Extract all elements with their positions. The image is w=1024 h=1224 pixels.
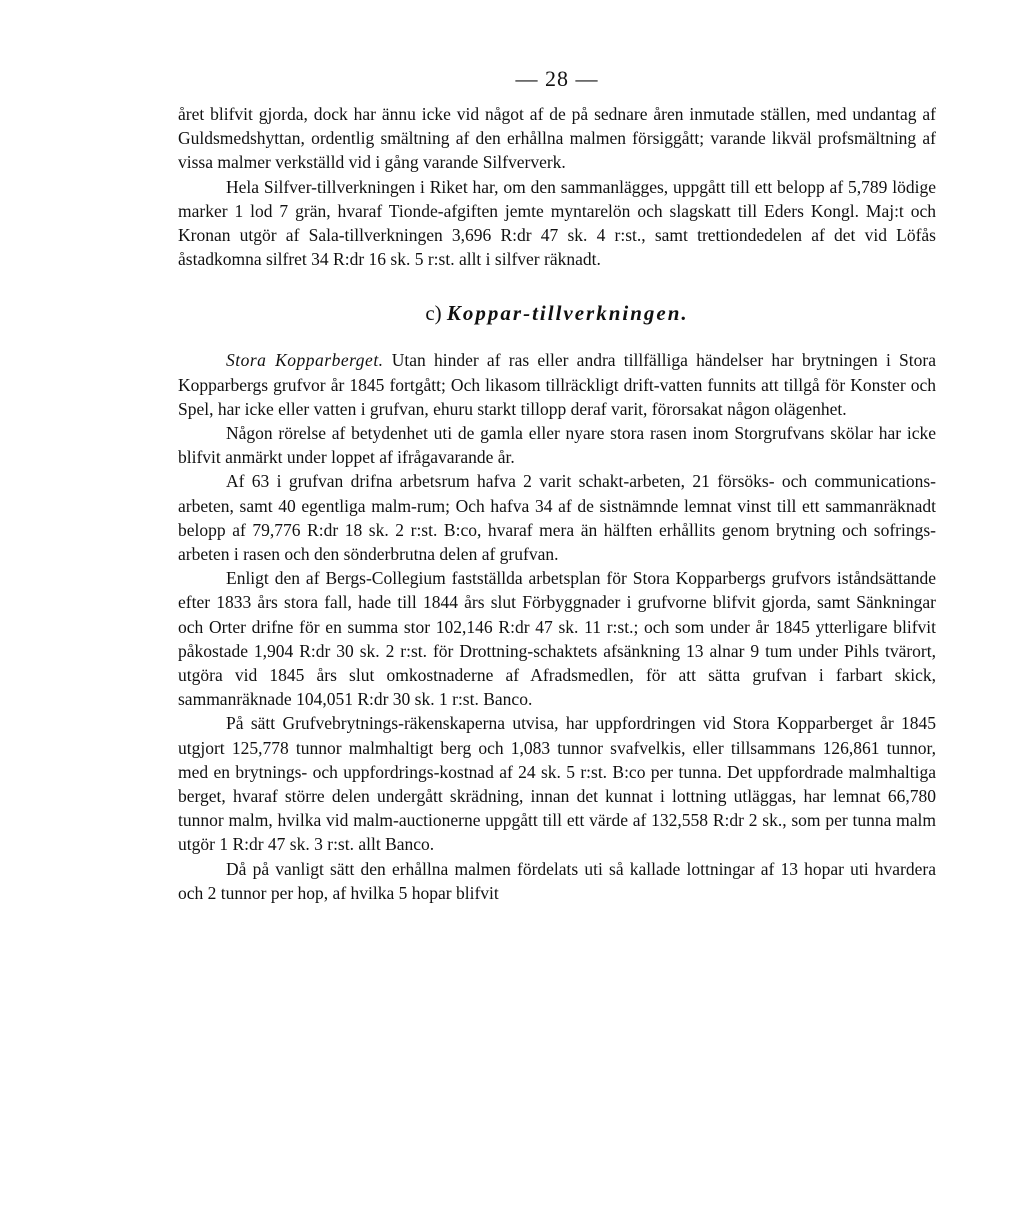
paragraph-section-1 [178,348,936,421]
paragraph-text: Utan hinder af ras eller andra tillfälliga händelser har brytningen i Stora Kopparbergs grufvor år 1845 fortgått; Och likasom tillräckligt drift-vatten funnits att tillgå för Konster och Spel, har icke eller vatten i grufvan, ehuru starkt tillopp deraf varit, förorsakat någon olägenhet. [178,350,936,419]
intro-block [178,102,936,271]
paragraph-intro-1: året blifvit gjorda, dock har ännu icke vid något af de på sednare åren inmutade ställen, med undantag af Guldsmedshyttan, ordentlig smältning af den erhållna malmen försiggått; varande likväl profsmältning af vissa malmer verkställd vid i gång varande Silfververk. [178,104,936,173]
section-heading [178,301,936,326]
paragraph-lead: Stora Kopparberget. [226,350,384,371]
document-page [178,66,936,905]
section-body [178,348,936,905]
paragraph-intro-2: Hela Silfver-tillverkningen i Riket har, om den sammanlägges, uppgått till ett belopp af 5,789 lödige marker 1 lod 7 grän, hvaraf Tionde-afgiften jemte myntarelön och slagskatt till Eders Kongl. Maj:t och Kronan utgör af Sala-tillverkningen 3,696 R:dr 47 sk. 4 r:st., samt trettiondedelen af det vid Löfås åstadkomna silfret 34 R:dr 16 sk. 5 r:st. allt i silfver räknadt. [178,176,936,270]
paragraph-section-4: Enligt den af Bergs-Collegium fastställda arbetsplan för Stora Kopparbergs grufvors iståndsättande efter 1833 års stora fall, hade till 1844 års slut Förbyggnader i grufvorne blifvit gjorda, samt Sänkningar och Orter drifne för en summa stor 102,146 R:dr 47 sk. 11 r:st.; och som under år 1845 ytterligare blifvit påkostade 1,904 R:dr 30 sk. 2 r:st. för Drottning-schaktets afsänkning 13 alnar 9 tum under Pihls tvärort, utgöra vid 1845 års slut omkostnaderne af Afradsmedlen, för att sätta grufvan i farbart skick, sammanräknade 104,051 R:dr 30 sk. 1 r:st. Banco. [178,568,936,710]
section-title: Koppar-tillverkningen. [446,301,689,326]
paragraph-section-5: På sätt Grufvebrytnings-räkenskaperna utvisa, har uppfordringen vid Stora Kopparberget år 1845 utgjort 125,778 tunnor malmhaltigt berg och 1,083 tunnor svafvelkis, eller tillsammans 126,861 tunnor, med en brytnings- och uppfordrings-kostnad af 24 sk. 5 r:st. B:co per tunna. Det uppfordrade malmhaltiga berget, hvaraf större delen undergått skrädning, innan det kunnat i lottning utläggas, har lemnat 66,780 tunnor malm, hvilka vid malm-auctionerne uppgått till ett värde af 132,558 R:dr 2 sk., som per tunna malm utgör 1 R:dr 47 sk. 3 r:st. allt Banco. [178,713,936,855]
paragraph-section-6: Då på vanligt sätt den erhållna malmen fördelats uti så kallade lottningar af 13 hopar uti hvardera och 2 tunnor per hop, af hvilka 5 hopar blifvit [178,858,936,903]
page-number: — 28 — [515,66,599,91]
paragraph-section-2: Någon rörelse af betydenhet uti de gamla eller nyare stora rasen inom Storgrufvans skölar har icke blifvit anmärkt under loppet af ifrågavarande år. [178,423,936,468]
paragraph-section-3: Af 63 i grufvan drifna arbetsrum hafva 2 varit schakt-arbeten, 21 försöks- och communications-arbeten, samt 40 egentliga malm-rum; Och hafva 34 af de sistnämnde lemnat vinst till ett sammanräknadt belopp af 79,776 R:dr 18 sk. 2 r:st. B:co, hvaraf mera än hälften erhållits genom brytning och sofrings-arbeten i rasen och den sönderbrutna delen af grufvan. [178,471,936,565]
section-label: c) [425,301,442,326]
